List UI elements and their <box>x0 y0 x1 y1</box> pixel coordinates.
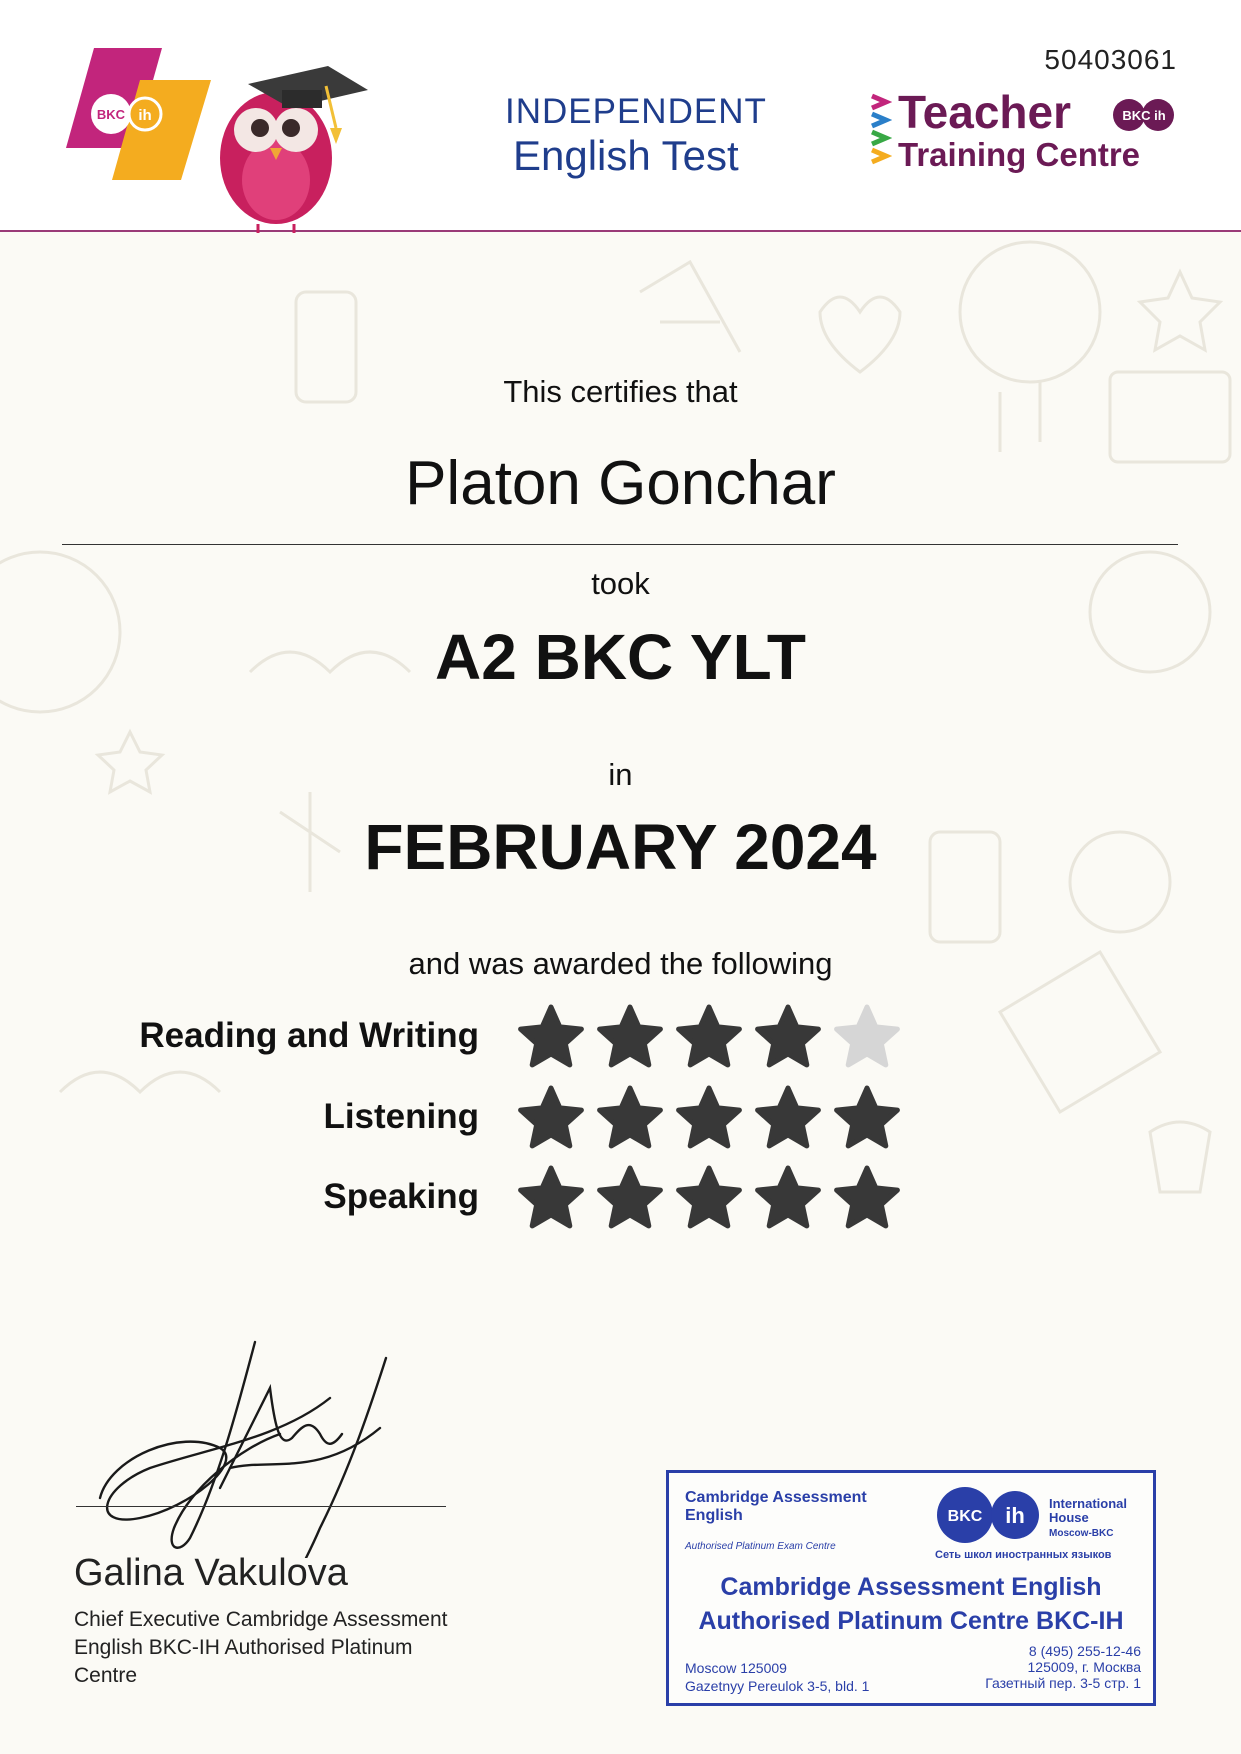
svg-text:BKC: BKC <box>947 1508 983 1525</box>
star-filled-icon <box>755 1085 821 1151</box>
stamp-ih-line3: Moscow-BKC <box>1049 1528 1114 1539</box>
star-filled-icon <box>676 1085 742 1151</box>
stars-listening <box>518 1085 908 1155</box>
bkc-ih-logo <box>66 48 211 180</box>
stamp-phone: 8 (495) 255-12-46 <box>1028 1643 1141 1659</box>
star-filled-icon <box>676 1004 742 1070</box>
star-filled-icon <box>597 1165 663 1231</box>
stamp-cambridge-line1: Cambridge Assessment <box>685 1489 867 1506</box>
name-underline <box>62 544 1178 545</box>
teacher-training-centre-logo <box>868 86 1180 176</box>
handwritten-signature <box>70 1338 460 1558</box>
stamp-cambridge-line2: English <box>685 1507 743 1524</box>
ttc-line1: Teacher <box>898 86 1072 138</box>
stamp-bkc-ih-circles-icon <box>935 1485 1043 1545</box>
signatory-role: Chief Executive Cambridge Assessment English BKC-IH Authorised Platinum Centre <box>74 1608 448 1687</box>
iet-line1: INDEPENDENT <box>505 92 767 131</box>
star-filled-icon <box>597 1085 663 1151</box>
star-filled-icon <box>518 1085 584 1151</box>
star-empty-icon <box>834 1004 900 1070</box>
stamp-cambridge-logo <box>685 1489 867 1525</box>
candidate-name: Platon Gonchar <box>405 449 836 518</box>
star-filled-icon <box>518 1004 584 1070</box>
stamp-address-en-2: Gazetnyy Pereulok 3-5, bld. 1 <box>685 1678 870 1694</box>
stars-speaking <box>518 1165 908 1235</box>
signatory-name: Galina Vakulova <box>74 1552 348 1594</box>
star-filled-icon <box>755 1165 821 1231</box>
stamp-main-line2: Authorised Platinum Centre BKC-IH <box>698 1607 1124 1635</box>
awarded-text: and was awarded the following <box>408 946 833 981</box>
star-filled-icon <box>755 1004 821 1070</box>
independent-english-test-logo <box>505 92 767 180</box>
stamp-ih-line1: International <box>1049 1496 1128 1511</box>
star-filled-icon <box>834 1165 900 1231</box>
took-text: took <box>591 566 650 601</box>
official-stamp <box>666 1470 1156 1706</box>
stamp-address-ru-1: 125009, г. Москва <box>1027 1659 1141 1675</box>
certifies-text: This certifies that <box>503 374 738 409</box>
stamp-address-en-1: Moscow 125009 <box>685 1660 787 1676</box>
signature-line <box>76 1506 446 1507</box>
stamp-ih-line2: House <box>1049 1510 1089 1525</box>
skill-label-listening: Listening <box>323 1097 479 1136</box>
skill-label-speaking: Speaking <box>323 1177 479 1216</box>
certificate-header <box>0 0 1241 232</box>
star-filled-icon <box>834 1085 900 1151</box>
owl-mascot-icon <box>218 48 383 233</box>
stamp-address-ru-2: Газетный пер. 3-5 стр. 1 <box>985 1675 1141 1691</box>
iet-line2: English Test <box>513 132 739 179</box>
document-number: 50403061 <box>1044 44 1177 75</box>
ttc-line2: Training Centre <box>898 136 1141 173</box>
ttc-badge-text: BKC ih <box>1122 108 1166 123</box>
star-filled-icon <box>597 1004 663 1070</box>
skill-label-reading-writing: Reading and Writing <box>139 1016 479 1055</box>
ttc-stripes-icon <box>868 92 892 168</box>
star-filled-icon <box>676 1165 742 1231</box>
ttc-bkc-badge-icon <box>1112 98 1176 132</box>
stamp-ih-text <box>1049 1497 1127 1541</box>
bkc-logo-text: BKC <box>96 107 126 122</box>
stamp-ih-sub: Сеть школ иностранных языков <box>935 1549 1112 1561</box>
stamp-address-en <box>685 1659 869 1695</box>
ih-logo-text: ih <box>138 107 152 124</box>
stars-reading-writing <box>518 1004 908 1074</box>
in-text: in <box>608 757 633 792</box>
exam-date: FEBRUARY 2024 <box>364 811 877 883</box>
stamp-main-line1: Cambridge Assessment English <box>720 1573 1102 1601</box>
svg-text:ih: ih <box>1005 1503 1025 1528</box>
stamp-cambridge-sub: Authorised Platinum Exam Centre <box>685 1541 836 1552</box>
stamp-address-ru <box>985 1643 1141 1691</box>
star-filled-icon <box>518 1165 584 1231</box>
exam-name: A2 BKC YLT <box>435 621 806 693</box>
